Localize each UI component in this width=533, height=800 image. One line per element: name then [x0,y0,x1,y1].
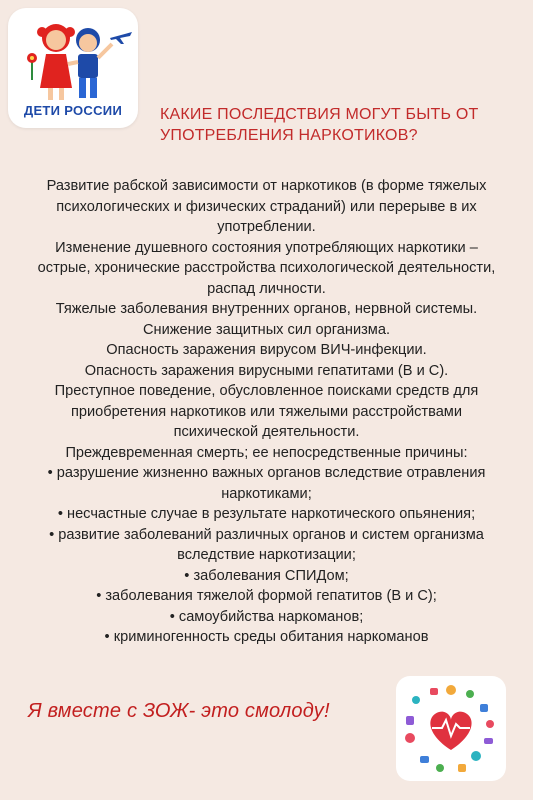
list-item: • развитие заболеваний различных органов и систем организма [49,526,484,543]
text-line: психологических и физических страданий) или перерыве в их [56,198,477,215]
text-line: острые, хронические расстройства психологической деятельности, [37,260,496,276]
slogan: Я вместе с ЗОЖ- это смолоду! [28,700,330,722]
children-logo-icon [8,8,138,108]
consequences-text [4,176,529,648]
list-item: • заболевания СПИДом; [184,567,349,584]
text-line: Опасность заражения вирусными гепатитами (В и С). [84,362,449,379]
heading-line: КАКИЕ ПОСЛЕДСТВИЯ МОГУТ БЫТЬ ОТ [160,106,479,123]
text-line: Изменение душевного состояния употребляющих наркотики – [55,239,478,256]
health-icons-card [396,676,506,781]
list-item: наркотиками; [221,485,312,502]
list-item: • несчастные случае в результате наркотического опьянения; [57,506,476,522]
text-line: Преступное поведение, обусловленное поисками средств для [54,383,479,399]
page-heading [160,104,533,146]
text-line: Снижение защитных сил организма. [142,321,391,338]
text-line: Развитие рабской зависимости от наркотиков (в форме тяжелых [46,178,487,194]
airplane-icon [108,28,134,46]
list-item: вследствие наркотизации; [177,547,356,563]
text-line: психической деятельности. [173,424,360,440]
text-line: приобретения наркотиков или тяжелыми расстройствами [70,403,462,420]
list-item: • криминогенность среды обитания наркоманов [104,629,429,645]
text-line: Опасность заражения вирусом ВИЧ-инфекции. [106,342,427,358]
heart-health-icon [396,676,506,781]
list-item: • самоубийства наркоманов; [169,608,364,625]
text-line: распад личности. [207,280,326,297]
text-line: Преждевременная смерть; ее непосредственные причины: [65,444,468,461]
text-line: употреблении. [217,219,316,235]
logo-text: ДЕТИ РОССИИ [23,103,123,118]
list-item: • заболевания тяжелой формой гепатитов (В и С); [96,588,437,604]
heading-line: УПОТРЕБЛЕНИЯ НАРКОТИКОВ? [160,127,418,144]
list-item: • разрушение жизненно важных органов вследствие отравления [47,465,486,481]
deti-rossii-logo [8,8,138,128]
text-line: Тяжелые заболевания внутренних органов, нервной системы. [55,301,478,317]
